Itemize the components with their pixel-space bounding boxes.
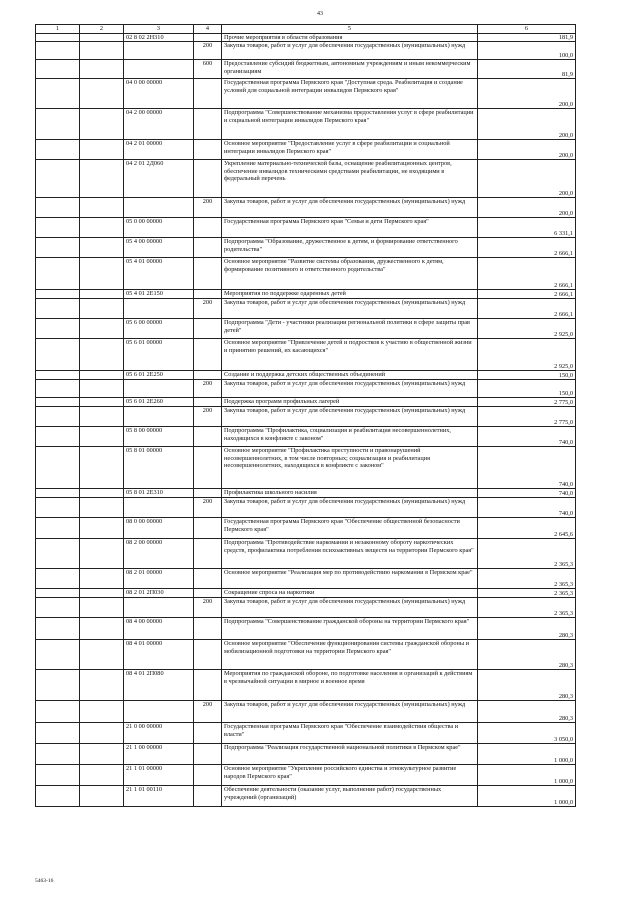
table-row <box>36 238 576 258</box>
budget-code-cell: 05 6 01 2Е260 <box>124 398 194 407</box>
expense-type-cell: 200 <box>194 42 222 60</box>
col1-cell <box>36 140 80 160</box>
budget-code-cell <box>124 380 194 398</box>
item-name-cell: Основное мероприятие "Реализация мер по противодействию наркомании в Пермском крае" <box>222 569 478 589</box>
col1-cell <box>36 723 80 744</box>
item-name-cell: Прочие мероприятия в области образования <box>222 34 478 42</box>
item-name-cell: Сокращение спроса на наркотики <box>222 589 478 598</box>
budget-code-cell <box>124 299 194 319</box>
table-row <box>36 34 576 42</box>
amount-cell: 1 000,0 <box>478 744 576 765</box>
table-row <box>36 640 576 670</box>
item-name-cell: Закупка товаров, работ и услуг для обеспечения государственных (муниципальных) нужд <box>222 598 478 618</box>
table-row <box>36 765 576 786</box>
amount-cell: 200,0 <box>478 79 576 109</box>
amount-cell: 200,0 <box>478 109 576 140</box>
expense-type-cell <box>194 160 222 198</box>
col1-cell <box>36 380 80 398</box>
expense-type-cell <box>194 744 222 765</box>
col1-cell <box>36 765 80 786</box>
amount-cell: 2 775,0 <box>478 407 576 427</box>
col1-cell <box>36 109 80 140</box>
amount-cell: 3 050,0 <box>478 723 576 744</box>
table-row <box>36 539 576 569</box>
col1-cell <box>36 198 80 218</box>
table-row <box>36 218 576 238</box>
item-name-cell: Закупка товаров, работ и услуг для обеспечения государственных (муниципальных) нужд <box>222 380 478 398</box>
budget-code-cell: 05 4 00 00000 <box>124 238 194 258</box>
expense-type-cell: 200 <box>194 407 222 427</box>
page-number: 43 <box>317 11 323 17</box>
amount-cell: 280,3 <box>478 701 576 723</box>
item-name-cell: Мероприятия по гражданской обороне, по подготовке населения и организаций к действиям в чрезвычайной ситуации в мирное и военное время <box>222 670 478 701</box>
col1-cell <box>36 339 80 371</box>
col1-cell <box>36 371 80 380</box>
col2-cell <box>80 140 124 160</box>
col2-cell <box>80 339 124 371</box>
col2-cell <box>80 447 124 489</box>
expense-type-cell <box>194 371 222 380</box>
header-col-4: 4 <box>194 25 222 34</box>
col1-cell <box>36 670 80 701</box>
budget-code-cell <box>124 407 194 427</box>
amount-cell: 100,0 <box>478 42 576 60</box>
expense-type-cell <box>194 489 222 498</box>
amount-cell: 2 925,0 <box>478 319 576 339</box>
col2-cell <box>80 786 124 807</box>
item-name-cell: Подпрограмма "Образование, дружественное к детям, и формирование ответственного родительства" <box>222 238 478 258</box>
item-name-cell: Основное мероприятие "Профилактика преступности и правонарушений несовершеннолетних, в том числе повторных; социализация и реабилитация несовершеннолетних, находящихся в конфликте с законом" <box>222 447 478 489</box>
amount-cell: 200,0 <box>478 198 576 218</box>
col1-cell <box>36 786 80 807</box>
col2-cell <box>80 518 124 539</box>
amount-cell: 6 331,1 <box>478 218 576 238</box>
amount-cell: 2 645,6 <box>478 518 576 539</box>
table-row <box>36 339 576 371</box>
col2-cell <box>80 299 124 319</box>
table-row <box>36 79 576 109</box>
table-row <box>36 618 576 640</box>
budget-code-cell <box>124 42 194 60</box>
header-col-1: 1 <box>36 25 80 34</box>
item-name-cell: Закупка товаров, работ и услуг для обеспечения государственных (муниципальных) нужд <box>222 198 478 218</box>
budget-code-cell <box>124 198 194 218</box>
item-name-cell: Укрепление материально-технической базы, оснащение реабилитационных центров, обеспечение инвалидов техническими средствами реабилитации, не входящими в федеральный перечень <box>222 160 478 198</box>
expense-type-cell <box>194 765 222 786</box>
col2-cell <box>80 290 124 299</box>
table-row <box>36 290 576 299</box>
item-name-cell: Обеспечение деятельности (оказание услуг, выполнение работ) государственных учреждений (организаций) <box>222 786 478 807</box>
header-col-3: 3 <box>124 25 194 34</box>
col2-cell <box>80 539 124 569</box>
expense-type-cell <box>194 447 222 489</box>
col1-cell <box>36 160 80 198</box>
expense-type-cell <box>194 34 222 42</box>
budget-code-cell: 04 2 00 00000 <box>124 109 194 140</box>
col1-cell <box>36 398 80 407</box>
col2-cell <box>80 258 124 290</box>
item-name-cell: Закупка товаров, работ и услуг для обеспечения государственных (муниципальных) нужд <box>222 299 478 319</box>
budget-code-cell: 08 0 00 00000 <box>124 518 194 539</box>
col2-cell <box>80 765 124 786</box>
budget-code-cell: 05 6 01 2Е250 <box>124 371 194 380</box>
amount-cell: 150,0 <box>478 371 576 380</box>
budget-code-cell <box>124 498 194 518</box>
amount-cell: 81,9 <box>478 60 576 79</box>
table-row <box>36 723 576 744</box>
table-row <box>36 109 576 140</box>
table-row <box>36 371 576 380</box>
budget-code-cell: 05 6 00 00000 <box>124 319 194 339</box>
table-row <box>36 489 576 498</box>
budget-code-cell: 05 0 00 00000 <box>124 218 194 238</box>
budget-code-cell: 04 0 00 00000 <box>124 79 194 109</box>
col2-cell <box>80 109 124 140</box>
amount-cell: 740,0 <box>478 498 576 518</box>
col1-cell <box>36 79 80 109</box>
col2-cell <box>80 427 124 447</box>
budget-code-cell <box>124 598 194 618</box>
amount-cell: 200,0 <box>478 140 576 160</box>
expense-type-cell <box>194 518 222 539</box>
item-name-cell: Закупка товаров, работ и услуг для обеспечения государственных (муниципальных) нужд <box>222 701 478 723</box>
expense-type-cell <box>194 140 222 160</box>
table-row <box>36 140 576 160</box>
expense-type-cell: 200 <box>194 498 222 518</box>
header-col-5: 5 <box>222 25 478 34</box>
item-name-cell: Подпрограмма "Совершенствование гражданской обороны на территории Пермского края" <box>222 618 478 640</box>
item-name-cell: Закупка товаров, работ и услуг для обеспечения государственных (муниципальных) нужд <box>222 407 478 427</box>
amount-cell: 2 365,3 <box>478 598 576 618</box>
amount-cell: 2 775,0 <box>478 398 576 407</box>
expense-type-cell <box>194 589 222 598</box>
expense-type-cell: 200 <box>194 598 222 618</box>
table-row <box>36 258 576 290</box>
expense-type-cell <box>194 569 222 589</box>
col2-cell <box>80 723 124 744</box>
col2-cell <box>80 218 124 238</box>
budget-code-cell: 21 0 00 00000 <box>124 723 194 744</box>
table-row <box>36 380 576 398</box>
table-row <box>36 299 576 319</box>
col2-cell <box>80 398 124 407</box>
col2-cell <box>80 701 124 723</box>
col1-cell <box>36 598 80 618</box>
amount-cell: 2 365,3 <box>478 539 576 569</box>
expense-type-cell <box>194 723 222 744</box>
budget-code-cell: 05 4 01 2Е150 <box>124 290 194 299</box>
amount-cell: 2 666,1 <box>478 258 576 290</box>
table-row <box>36 398 576 407</box>
expense-type-cell: 200 <box>194 198 222 218</box>
amount-cell: 2 925,0 <box>478 339 576 371</box>
expense-type-cell <box>194 618 222 640</box>
expense-type-cell: 200 <box>194 380 222 398</box>
expense-type-cell <box>194 319 222 339</box>
col1-cell <box>36 60 80 79</box>
table-row <box>36 701 576 723</box>
col2-cell <box>80 569 124 589</box>
item-name-cell: Подпрограмма "Совершенствование механизма предоставления услуг в сфере реабилитации и социальной интеграции инвалидов Пермского края" <box>222 109 478 140</box>
col2-cell <box>80 598 124 618</box>
amount-cell: 2 666,1 <box>478 299 576 319</box>
col2-cell <box>80 371 124 380</box>
col1-cell <box>36 290 80 299</box>
item-name-cell: Поддержка программ профильных лагерей <box>222 398 478 407</box>
col1-cell <box>36 42 80 60</box>
amount-cell: 740,0 <box>478 447 576 489</box>
budget-code-cell: 08 4 01 00000 <box>124 640 194 670</box>
budget-code-cell: 05 8 01 00000 <box>124 447 194 489</box>
col1-cell <box>36 258 80 290</box>
col2-cell <box>80 79 124 109</box>
expense-type-cell <box>194 109 222 140</box>
table-row <box>36 60 576 79</box>
col2-cell <box>80 489 124 498</box>
amount-cell: 150,0 <box>478 380 576 398</box>
table-row <box>36 598 576 618</box>
header-col-2: 2 <box>80 25 124 34</box>
amount-cell: 2 365,3 <box>478 589 576 598</box>
col2-cell <box>80 640 124 670</box>
table-row <box>36 407 576 427</box>
amount-cell: 2 365,3 <box>478 569 576 589</box>
amount-cell: 280,3 <box>478 670 576 701</box>
budget-code-cell <box>124 701 194 723</box>
col2-cell <box>80 60 124 79</box>
col1-cell <box>36 701 80 723</box>
col2-cell <box>80 319 124 339</box>
col1-cell <box>36 447 80 489</box>
col1-cell <box>36 539 80 569</box>
amount-cell: 1 000,0 <box>478 786 576 807</box>
budget-code-cell: 05 6 01 00000 <box>124 339 194 371</box>
expense-type-cell <box>194 398 222 407</box>
footer-code: 5463-16 <box>35 878 54 884</box>
amount-cell: 2 666,1 <box>478 290 576 299</box>
item-name-cell: Подпрограмма "Дети - участники реализации региональной политики в сфере защиты прав детей" <box>222 319 478 339</box>
col2-cell <box>80 498 124 518</box>
col2-cell <box>80 198 124 218</box>
amount-cell: 280,3 <box>478 618 576 640</box>
table-row <box>36 427 576 447</box>
item-name-cell: Государственная программа Пермского края "Семья и дети Пермского края" <box>222 218 478 238</box>
budget-code-cell: 08 4 00 00000 <box>124 618 194 640</box>
expense-type-cell <box>194 79 222 109</box>
amount-cell: 280,3 <box>478 640 576 670</box>
item-name-cell: Предоставление субсидий бюджетным, автономным учреждениям и иным некоммерческим организациям <box>222 60 478 79</box>
amount-cell: 181,9 <box>478 34 576 42</box>
table-row <box>36 518 576 539</box>
table-header-row <box>36 25 576 34</box>
table-row <box>36 319 576 339</box>
item-name-cell: Основное мероприятие "Развитие системы образования, дружественного к детям, формирование позитивного и ответственного родительства" <box>222 258 478 290</box>
budget-code-cell: 21 1 00 00000 <box>124 744 194 765</box>
amount-cell: 200,0 <box>478 160 576 198</box>
item-name-cell: Мероприятия по поддержке одаренных детей <box>222 290 478 299</box>
item-name-cell: Подпрограмма "Противодействие наркомании и незаконному обороту наркотических средств, профилактика потребления психоактивных веществ на территории Пермского края" <box>222 539 478 569</box>
budget-code-cell: 08 4 01 2П080 <box>124 670 194 701</box>
item-name-cell: Основное мероприятие "Обеспечение функционирования системы гражданской обороны и мобилизационной подготовки на территории Пермского края" <box>222 640 478 670</box>
budget-code-cell: 02 8 02 2Н310 <box>124 34 194 42</box>
table-row <box>36 786 576 807</box>
col1-cell <box>36 518 80 539</box>
budget-code-cell: 05 4 01 00000 <box>124 258 194 290</box>
col1-cell <box>36 299 80 319</box>
item-name-cell: Основное мероприятие "Привлечение детей и подростков к участию в общественной жизни и принятию решений, их касающихся" <box>222 339 478 371</box>
col1-cell <box>36 744 80 765</box>
expense-type-cell <box>194 258 222 290</box>
col2-cell <box>80 589 124 598</box>
expense-type-cell: 600 <box>194 60 222 79</box>
col2-cell <box>80 670 124 701</box>
table-row <box>36 744 576 765</box>
col1-cell <box>36 489 80 498</box>
header-col-6: 6 <box>478 25 576 34</box>
item-name-cell: Профилактика школьного насилия <box>222 489 478 498</box>
item-name-cell: Государственная программа Пермского края "Доступная среда. Реабилитация и создание условий для социальной интеграции инвалидов Пермского края" <box>222 79 478 109</box>
budget-code-cell: 05 8 00 00000 <box>124 427 194 447</box>
expense-type-cell: 200 <box>194 299 222 319</box>
col2-cell <box>80 34 124 42</box>
expense-type-cell <box>194 427 222 447</box>
amount-cell: 2 666,1 <box>478 238 576 258</box>
expense-type-cell <box>194 670 222 701</box>
budget-code-cell: 08 2 00 00000 <box>124 539 194 569</box>
col1-cell <box>36 238 80 258</box>
col1-cell <box>36 640 80 670</box>
col2-cell <box>80 238 124 258</box>
item-name-cell: Закупка товаров, работ и услуг для обеспечения государственных (муниципальных) нужд <box>222 498 478 518</box>
item-name-cell: Государственная программа Пермского края "Обеспечение взаимодействия общества и власти" <box>222 723 478 744</box>
expense-type-cell <box>194 640 222 670</box>
budget-code-cell <box>124 60 194 79</box>
item-name-cell: Создание и поддержка детских общественных объединений <box>222 371 478 380</box>
col1-cell <box>36 34 80 42</box>
col2-cell <box>80 407 124 427</box>
table-row <box>36 198 576 218</box>
col2-cell <box>80 42 124 60</box>
budget-code-cell: 21 1 01 00110 <box>124 786 194 807</box>
table-row <box>36 670 576 701</box>
item-name-cell: Подпрограмма "Профилактика, социализация и реабилитация несовершеннолетних, находящихся в конфликте с законом" <box>222 427 478 447</box>
table-row <box>36 160 576 198</box>
item-name-cell: Подпрограмма "Реализация государственной национальной политики в Пермском крае" <box>222 744 478 765</box>
expense-type-cell <box>194 218 222 238</box>
col1-cell <box>36 589 80 598</box>
item-name-cell: Основное мероприятие "Укрепление российского единства и этнокультурное развитие народов Пермского края" <box>222 765 478 786</box>
expense-type-cell <box>194 238 222 258</box>
amount-cell: 740,0 <box>478 489 576 498</box>
table-row <box>36 447 576 489</box>
col1-cell <box>36 218 80 238</box>
expense-type-cell: 200 <box>194 701 222 723</box>
col1-cell <box>36 618 80 640</box>
col1-cell <box>36 498 80 518</box>
col1-cell <box>36 319 80 339</box>
expense-type-cell <box>194 290 222 299</box>
budget-table <box>35 24 576 807</box>
col1-cell <box>36 407 80 427</box>
col1-cell <box>36 427 80 447</box>
table-row <box>36 589 576 598</box>
budget-code-cell: 04 2 01 00000 <box>124 140 194 160</box>
budget-code-cell: 08 2 01 00000 <box>124 569 194 589</box>
col2-cell <box>80 380 124 398</box>
budget-code-cell: 21 1 01 00000 <box>124 765 194 786</box>
expense-type-cell <box>194 339 222 371</box>
table-row <box>36 42 576 60</box>
col2-cell <box>80 160 124 198</box>
budget-code-cell: 05 8 01 2Е310 <box>124 489 194 498</box>
col1-cell <box>36 569 80 589</box>
amount-cell: 740,0 <box>478 427 576 447</box>
budget-code-cell: 08 2 01 2П030 <box>124 589 194 598</box>
budget-code-cell: 04 2 01 2Д060 <box>124 160 194 198</box>
item-name-cell: Закупка товаров, работ и услуг для обеспечения государственных (муниципальных) нужд <box>222 42 478 60</box>
col2-cell <box>80 618 124 640</box>
col2-cell <box>80 744 124 765</box>
expense-type-cell <box>194 539 222 569</box>
expense-type-cell <box>194 786 222 807</box>
table-row <box>36 569 576 589</box>
item-name-cell: Государственная программа Пермского края "Обеспечение общественной безопасности Пермского края" <box>222 518 478 539</box>
item-name-cell: Основное мероприятие "Предоставление услуг в сфере реабилитации и социальной интеграции инвалидов Пермского края" <box>222 140 478 160</box>
amount-cell: 1 000,0 <box>478 765 576 786</box>
table-row <box>36 498 576 518</box>
